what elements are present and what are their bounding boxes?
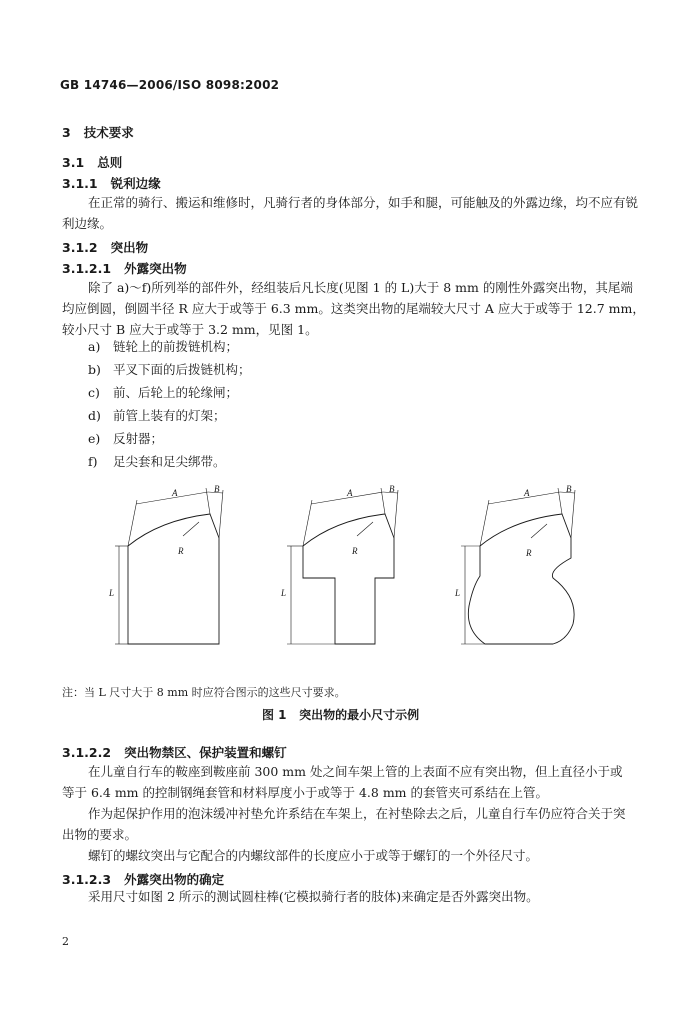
section-3-1-heading <box>62 153 122 171</box>
section-title: 技术要求 <box>83 125 134 140</box>
paragraph-3-1-2-1-line-3: 较小尺寸 B 应大于或等于 3.2 mm，见图 1。 <box>62 322 318 337</box>
list-text: 前、后轮上的轮缘闸； <box>113 385 239 400</box>
dimension-extension <box>128 500 137 546</box>
label-r: R <box>178 546 184 556</box>
paragraph-3-1-2-2-line-1: 在儿童自行车的鞍座到鞍座前 300 mm 处之间车架上管的上表面不应有突出物，但上直径小于或 <box>88 764 623 779</box>
protrusion-shape-2 <box>287 488 398 644</box>
list-marker: d) <box>88 408 101 423</box>
section-number: 3.1.2 <box>62 240 98 255</box>
section-title: 突出物禁区、保护装置和螺钉 <box>124 745 287 760</box>
dimension-extension <box>480 500 489 546</box>
protrusion-shape-3 <box>461 488 575 644</box>
exception-list <box>88 336 251 472</box>
label-a: A <box>524 488 530 498</box>
section-3-1-2-2-heading <box>62 743 287 761</box>
list-text: 足尖套和足尖绑带。 <box>113 454 226 469</box>
label-r: R <box>352 546 358 556</box>
shape-outline <box>128 514 219 644</box>
list-text: 反射器； <box>113 431 164 446</box>
paragraph-3-1-2-3-line-1: 采用尺寸如图 2 所示的测试圆柱棒(它模拟骑行者的肢体)来确定是否外露突出物。 <box>88 889 539 904</box>
list-item <box>88 451 251 472</box>
paragraph-3-1-2-1-line-1: 除了 a)～f)所列举的部件外，经组装后凡长度(见图 1 的 L)大于 8 mm 的刚性外露突出物，其尾端 <box>88 280 633 295</box>
section-3-1-2-heading <box>62 238 148 256</box>
figure-title: 突出物的最小尺寸示例 <box>299 708 420 722</box>
figure-1-drawing <box>95 478 595 658</box>
section-3-1-2-1-heading <box>62 259 187 277</box>
dimension-extension <box>394 490 398 538</box>
protrusion-shape-1 <box>115 488 223 644</box>
list-marker: a) <box>88 339 101 354</box>
section-title: 外露突出物 <box>124 261 187 276</box>
section-3-heading <box>62 123 134 141</box>
figure-1 <box>95 478 595 658</box>
section-title: 锐利边缘 <box>110 176 161 191</box>
dimension-extension <box>303 500 312 546</box>
list-item <box>88 428 251 449</box>
section-title: 总则 <box>97 155 123 170</box>
paragraph-3-1-1-line-1: 在正常的骑行、搬运和维修时，凡骑行者的身体部分，如手和腿，可能触及的外露边缘，均不应有锐 <box>88 195 639 210</box>
paragraph-3-1-2-2-line-3: 作为起保护作用的泡沫缓冲衬垫允许系结在车架上，在衬垫除去之后，儿童自行车仍应符合关于突 <box>88 806 626 821</box>
paragraph-3-1-2-2-line-2: 等于 6.4 mm 的控制钢绳套管和材料厚度小于或等于 4.8 mm 的套管夹可系结在上管。 <box>62 785 549 800</box>
paragraph-3-1-2-2-line-4: 出物的要求。 <box>62 827 138 842</box>
list-item <box>88 405 251 426</box>
list-marker: f) <box>88 454 98 469</box>
label-l: L <box>281 588 287 598</box>
section-number: 3.1 <box>62 155 85 170</box>
section-number: 3.1.2.2 <box>62 745 112 760</box>
section-title: 突出物 <box>110 240 149 255</box>
label-b: B <box>389 484 395 494</box>
list-marker: e) <box>88 431 101 446</box>
list-item <box>88 359 251 380</box>
section-number: 3.1.1 <box>62 176 98 191</box>
label-a: A <box>347 488 353 498</box>
section-number: 3 <box>62 125 71 140</box>
section-3-1-1-heading <box>62 174 161 192</box>
section-number: 3.1.2.1 <box>62 261 112 276</box>
label-a: A <box>172 488 178 498</box>
list-text: 平叉下面的后拨链机构； <box>113 362 251 377</box>
dimension-extension <box>219 490 223 538</box>
list-item <box>88 336 251 357</box>
figure-caption <box>262 706 419 723</box>
paragraph-3-1-2-1-line-2: 均应倒圆，倒圆半径 R 应大于或等于 6.3 mm。这类突出物的尾端较大尺寸 A 应大于或等于 12.7 mm， <box>62 301 645 316</box>
figure-number: 图 1 <box>262 708 287 722</box>
shape-outline <box>468 514 574 644</box>
label-b: B <box>566 484 572 494</box>
section-number: 3.1.2.3 <box>62 872 112 887</box>
label-r: R <box>526 548 532 558</box>
list-item <box>88 382 251 403</box>
label-b: B <box>214 484 220 494</box>
page-number: 2 <box>62 935 69 948</box>
paragraph-3-1-1-line-2: 利边缘。 <box>62 216 113 231</box>
dimension-extension <box>571 490 575 538</box>
label-l: L <box>455 588 461 598</box>
shape-outline <box>303 514 394 644</box>
label-l: L <box>109 588 115 598</box>
section-title: 外露突出物的确定 <box>124 872 225 887</box>
paragraph-3-1-2-2-line-5: 螺钉的螺纹突出与它配合的内螺纹部件的长度应小于或等于螺钉的一个外径尺寸。 <box>88 848 539 863</box>
list-marker: c) <box>88 385 100 400</box>
list-text: 链轮上的前拨链机构； <box>113 339 239 354</box>
document-header: GB 14746—2006/ISO 8098:2002 <box>60 78 280 92</box>
list-marker: b) <box>88 362 101 377</box>
figure-note: 注：当 L 尺寸大于 8 mm 时应符合图示的这些尺寸要求。 <box>62 686 346 699</box>
list-text: 前管上装有的灯架； <box>113 408 226 423</box>
